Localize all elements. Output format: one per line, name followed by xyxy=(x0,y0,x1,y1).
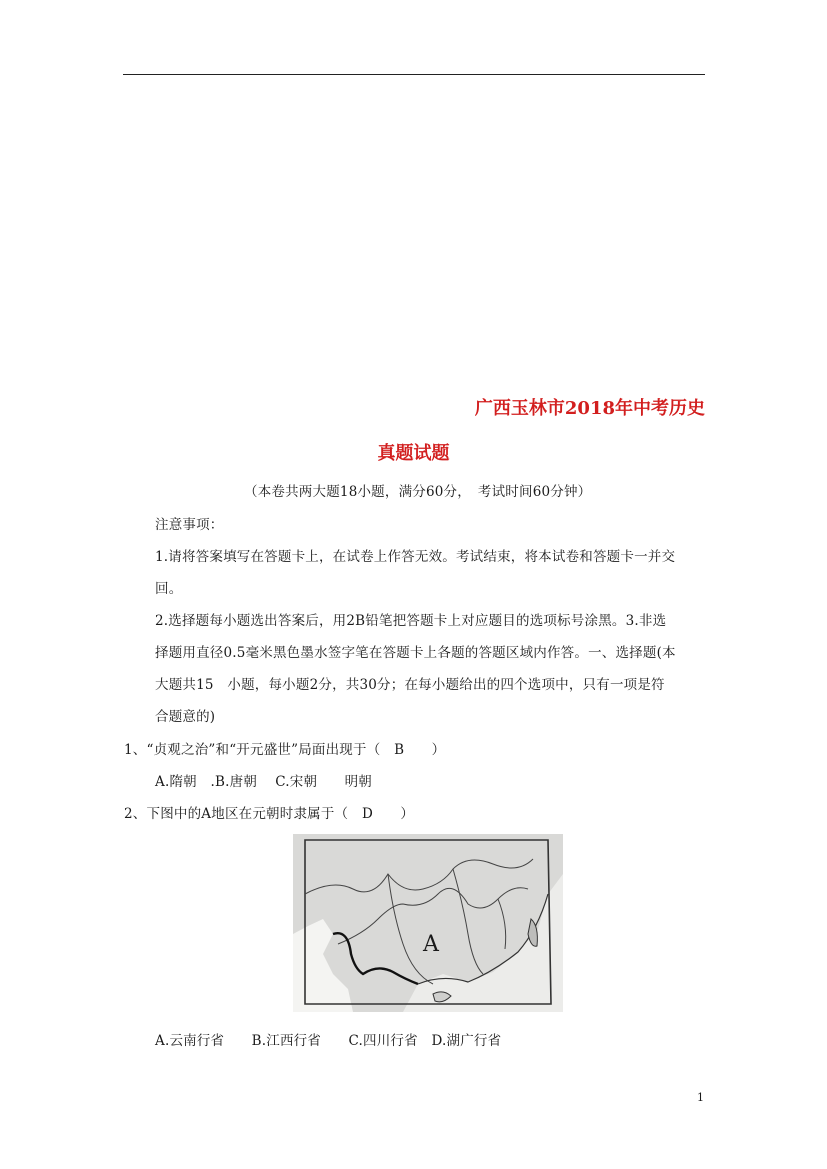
page-number: 1 xyxy=(697,1091,704,1104)
header-rule xyxy=(123,74,705,75)
notice-line: 2.选择题每小题选出答案后，用2B铅笔把答题卡上对应题目的选项标号涂黑。3.非选 xyxy=(155,613,667,629)
question-2-options: A.云南行省 B.江西行省 C.四川行省 D.湖广行省 xyxy=(155,1033,502,1049)
exam-title-line2: 真题试题 xyxy=(377,443,450,464)
question-1-options: A.隋朝 .B.唐朝 C.宋朝 明朝 xyxy=(155,774,372,790)
notice-line: 1.请将答案填写在答题卡上，在试卷上作答无效。考试结束，将本试卷和答题卡一并交 xyxy=(155,549,676,565)
notice-line: 大题共15 小题，每小题2分，共30分；在每小题给出的四个选项中，只有一项是符 xyxy=(155,677,665,693)
notice-line: 回。 xyxy=(155,581,183,597)
notice-line: 择题用直径0.5毫米黑色墨水签字笔在答题卡上各题的答题区域内作答。一、选择题(本 xyxy=(155,645,676,661)
question-2-stem: 2、下图中的A地区在元朝时隶属于（ D ） xyxy=(124,806,415,822)
map-label-a: A xyxy=(423,932,439,957)
exam-subtitle: （本卷共两大题18小题，满分60分， 考试时间60分钟） xyxy=(244,484,592,500)
notice-line: 合题意的) xyxy=(155,709,216,725)
question-1-stem: 1、“贞观之治”和“开元盛世”局面出现于（ B ） xyxy=(124,742,446,758)
notice-heading: 注意事项： xyxy=(155,517,224,533)
exam-title-line1: 广西玉林市2018年中考历史 xyxy=(474,398,705,419)
map-figure xyxy=(293,834,563,1012)
map-outline xyxy=(293,834,563,1012)
